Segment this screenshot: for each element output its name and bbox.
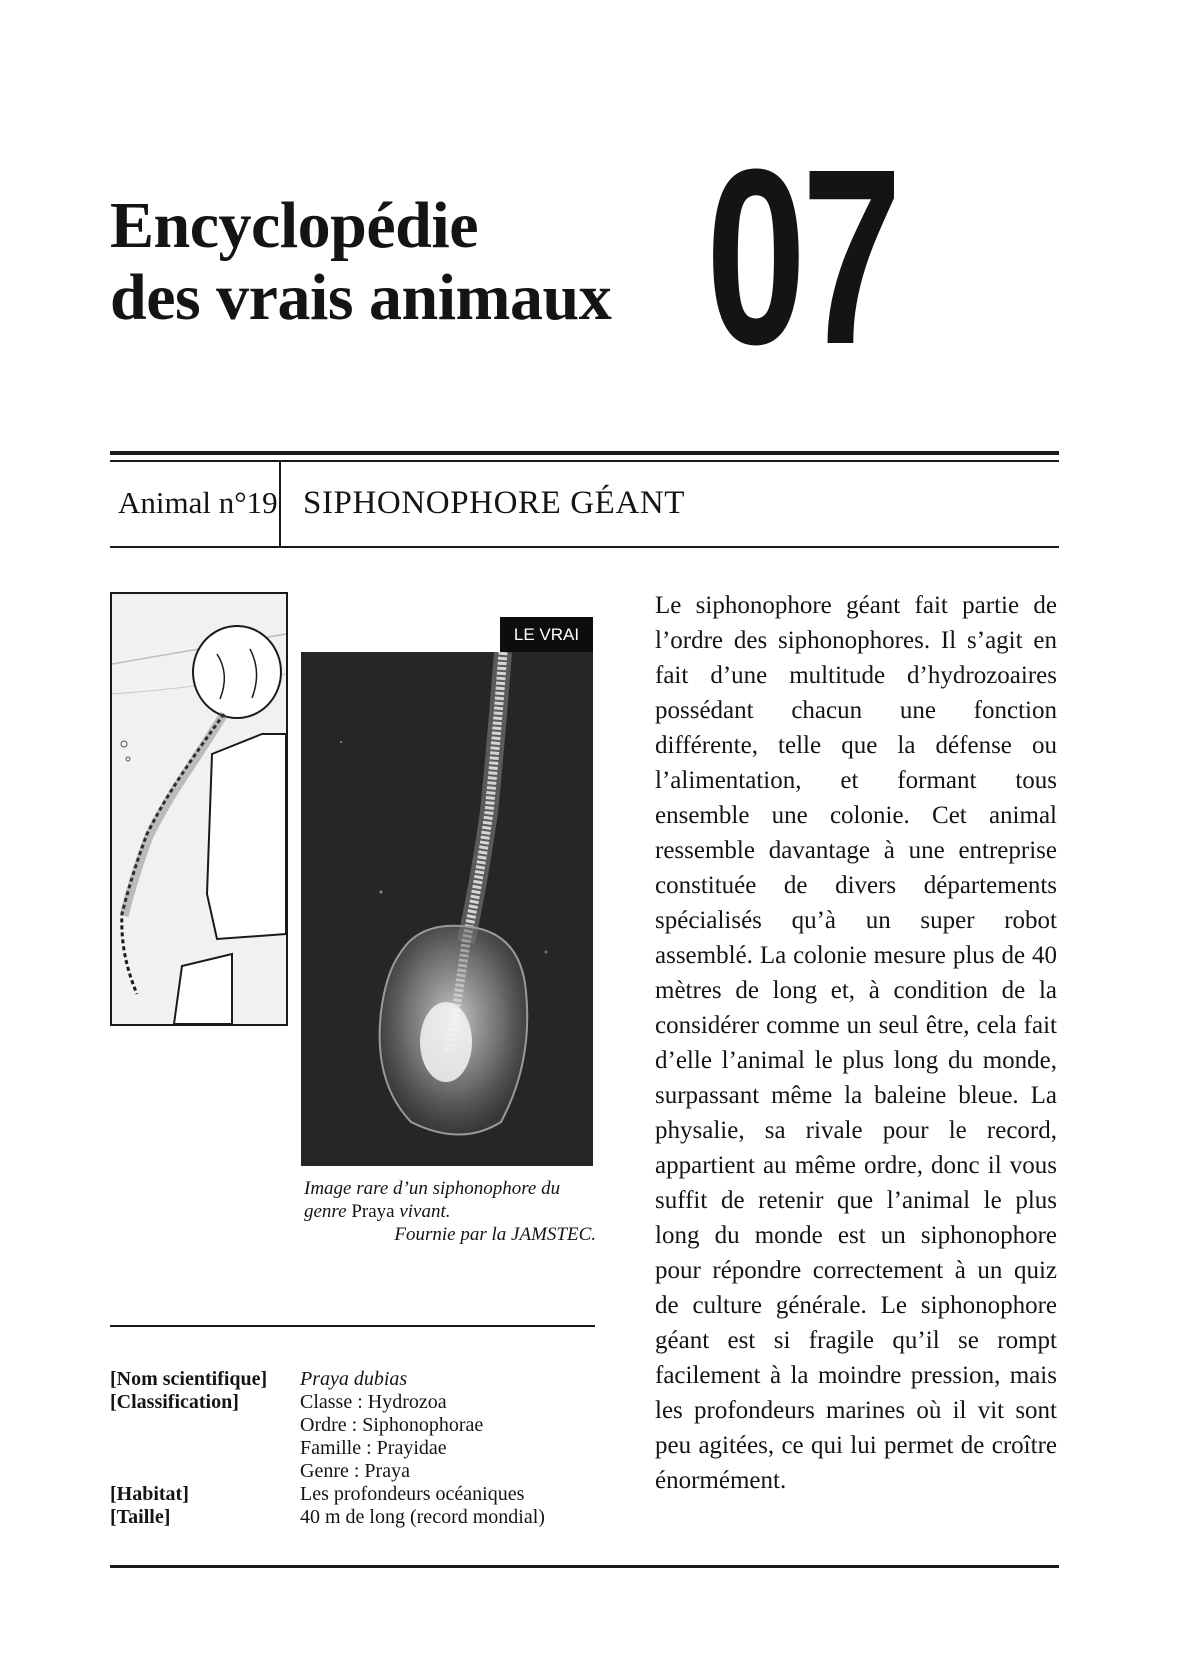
photo-caption [304, 1177, 596, 1246]
fact-row [110, 1414, 545, 1437]
fact-row [110, 1483, 545, 1506]
description-text: Le siphonophore géant fait partie de l’ordre des siphonophores. Il s’agit en fait d’une multitude d’hydrozoaires possédant chacun une fonction différente, telle que la défense ou l’alimentation, et formant tous ensemble une colonie. Cet animal ressemble davantage à une entreprise constituée de divers départements spécialisés qu’à un super robot assemblé. La colonie mesure plus de 40 mètres de long et, à condition de la considérer comme un seul être, cela fait d’elle l’animal le plus long du monde, surpassant même la baleine bleue. La physalie, sa rivale pour le record, appartient au même ordre, donc il vous suffit de retenir que l’animal le plus long du monde est un siphonophore pour répondre correctement à un quiz de culture générale. Le siphonophore géant est si fragile qu’il se rompt facilement à la moindre pression, mais les profondeurs marines où il vit sont peu agitées, ce qui lui permet de croître énormément. [655, 592, 1057, 1494]
fact-label: [Classification] [110, 1391, 239, 1413]
fact-row [110, 1391, 545, 1414]
fact-row [110, 1460, 545, 1483]
volume-number: 07 [706, 117, 898, 396]
facts-table [110, 1368, 545, 1529]
fact-label: [Habitat] [110, 1483, 189, 1505]
title-line-1: Encyclopédie [110, 189, 478, 262]
title-line-2: des vrais animaux [110, 261, 612, 334]
manga-illustration [110, 592, 288, 1026]
header-divider [279, 462, 281, 548]
fact-row [110, 1506, 545, 1529]
caption-text-end: vivant. [394, 1201, 451, 1222]
header-bottom-rule [110, 546, 1059, 548]
fact-value: Praya dubias [300, 1368, 408, 1390]
siphonophore-drawing-icon [112, 594, 286, 1024]
animal-number: Animal n°19 [118, 485, 278, 520]
fact-label [110, 1437, 300, 1460]
fact-label [110, 1414, 300, 1437]
fact-value: 40 m de long (record mondial) [300, 1506, 545, 1528]
fact-value: Classe : Hydrozoa [300, 1391, 447, 1413]
animal-name: SIPHONOPHORE GÉANT [303, 485, 686, 521]
fact-row [110, 1368, 545, 1391]
fact-row [110, 1437, 545, 1460]
real-tag: LE VRAI [500, 617, 593, 652]
specimen-photo [301, 652, 593, 1166]
top-rule-thick [110, 451, 1059, 455]
page-title [110, 190, 611, 334]
fact-value: Genre : Praya [300, 1460, 410, 1482]
facts-top-rule [110, 1325, 595, 1327]
bottom-rule [110, 1565, 1059, 1568]
caption-genus: Praya [351, 1201, 395, 1222]
fact-label: [Taille] [110, 1506, 171, 1528]
fact-label [110, 1460, 300, 1483]
fact-value: Ordre : Siphonophorae [300, 1414, 484, 1436]
caption-text: Image rare d’un siphonophore du genre [304, 1178, 561, 1222]
siphonophore-photo-icon [301, 652, 593, 1166]
fact-label: [Nom scientifique] [110, 1368, 268, 1390]
fact-value: Les profondeurs océaniques [300, 1483, 525, 1505]
top-rule-thin [110, 460, 1059, 462]
photo-credit: Fournie par la JAMSTEC. [394, 1224, 596, 1245]
fact-value: Famille : Prayidae [300, 1437, 447, 1459]
